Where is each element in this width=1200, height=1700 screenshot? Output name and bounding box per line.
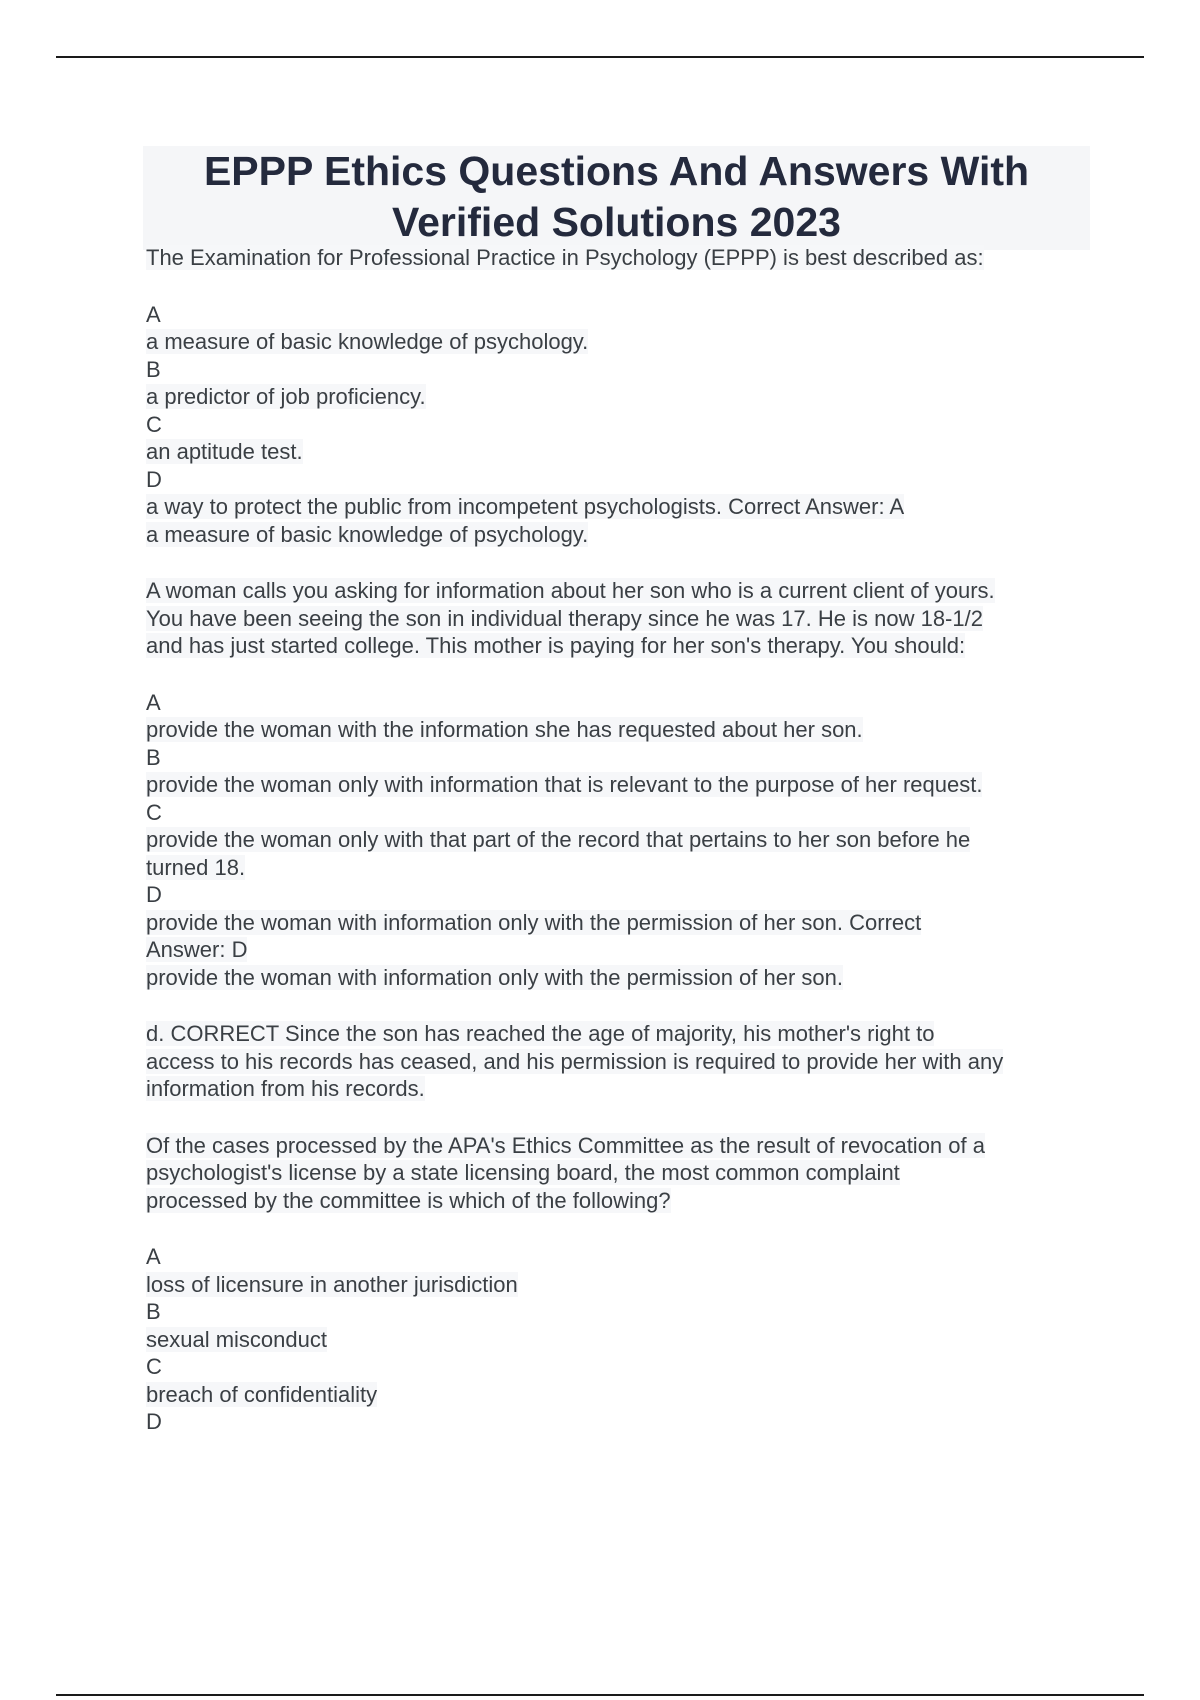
q3-letter-a: A <box>146 1244 161 1269</box>
q2-stem-line-3: and has just started college. This mother is paying for her son's therapy. You should: <box>146 633 966 658</box>
q2-option-b: provide the woman only with information that is relevant to the purpose of her request. <box>146 772 983 797</box>
q2-option-c-line-1: provide the woman only with that part of the record that pertains to her son before he <box>146 827 971 852</box>
q1-letter-b: B <box>146 356 161 382</box>
title-line-1: EPPP Ethics Questions And Answers With <box>203 148 1030 194</box>
q1-letter-c: C <box>146 411 162 437</box>
q2-stem-line-2: You have been seeing the son in individual therapy since he was 17. He is now 18-1/2 <box>146 605 983 631</box>
document-body <box>146 244 1096 1436</box>
q1-option-c: an aptitude test. <box>146 439 303 464</box>
q2-letter-d: D <box>146 882 162 907</box>
q2-letter-c: C <box>146 799 162 825</box>
q2-explanation-line-1: d. CORRECT Since the son has reached the age of majority, his mother's right to <box>146 1021 935 1046</box>
q2-letter-a: A <box>146 689 161 715</box>
q3-letter-b: B <box>146 1299 161 1324</box>
q3-stem-line-3: processed by the committee is which of the following? <box>146 1187 671 1213</box>
q3-option-b: sexual misconduct <box>146 1326 327 1352</box>
q2-explanation-line-3: information from his records. <box>146 1076 425 1101</box>
q1-option-a: a measure of basic knowledge of psychology. <box>146 329 589 354</box>
q3-option-a: loss of licensure in another jurisdiction <box>146 1271 518 1297</box>
q2-option-d-line-1: provide the woman with information only with the permission of her son. Correct <box>146 909 922 935</box>
q2-option-a: provide the woman with the information she has requested about her son. <box>146 717 863 742</box>
title-line-2: Verified Solutions 2023 <box>392 199 841 245</box>
header-rule <box>56 56 1144 58</box>
q2-option-c-line-2: turned 18. <box>146 854 246 880</box>
q1-letter-d: D <box>146 466 162 492</box>
q2-stem-line-1: A woman calls you asking for information about her son who is a current client of yours. <box>146 578 995 603</box>
q2-answer: provide the woman with information only with the permission of her son. <box>146 964 844 990</box>
q3-stem-line-2: psychologist's license by a state licensing board, the most common complaint <box>146 1160 900 1185</box>
q3-stem-line-1: Of the cases processed by the APA's Ethics Committee as the result of revocation of a <box>146 1132 985 1158</box>
q1-letter-a: A <box>146 301 161 327</box>
q3-option-c: breach of confidentiality <box>146 1381 378 1407</box>
q2-letter-b: B <box>146 744 161 770</box>
q1-answer: a measure of basic knowledge of psychology. <box>146 521 589 547</box>
q3-letter-d: D <box>146 1409 162 1434</box>
q3-letter-c: C <box>146 1354 162 1379</box>
q2-explanation-line-2: access to his records has ceased, and his permission is required to provide her with any <box>146 1048 1004 1074</box>
q2-option-d-line-2: Answer: D <box>146 937 248 962</box>
footer-rule <box>56 1694 1144 1696</box>
q1-option-d: a way to protect the public from incompetent psychologists. Correct Answer: A <box>146 494 905 519</box>
q1-option-b: a predictor of job proficiency. <box>146 384 426 409</box>
document-title <box>143 146 1090 250</box>
q1-stem: The Examination for Professional Practice in Psychology (EPPP) is best described as: <box>146 245 984 270</box>
